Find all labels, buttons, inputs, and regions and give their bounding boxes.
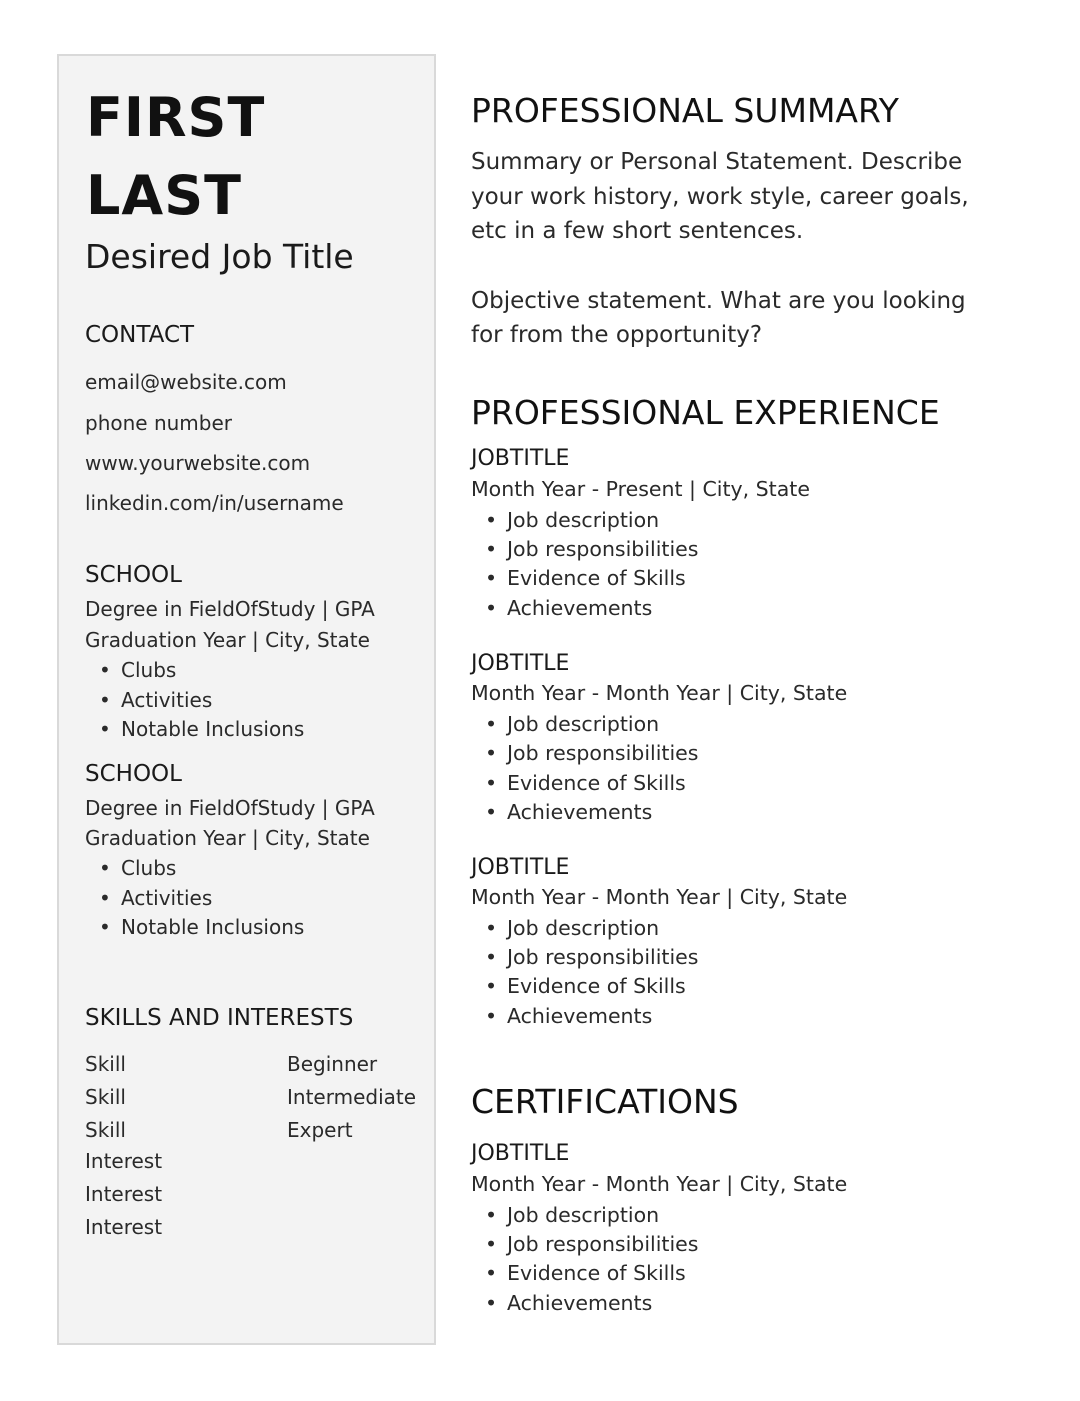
job-bullet: • Job description: [507, 510, 659, 531]
interest-item: Interest: [85, 1182, 163, 1206]
school-heading: SCHOOL: [85, 761, 182, 787]
job-bullet: • Achievements: [507, 598, 652, 619]
job-dates: Month Year - Month Year | City, State: [471, 885, 848, 909]
school-degree: Degree in FieldOfStudy | GPA: [85, 597, 375, 621]
skill-item: Skill: [85, 1118, 126, 1142]
school-degree: Degree in FieldOfStudy | GPA: [85, 796, 375, 820]
skills-heading: SKILLS AND INTERESTS: [85, 1005, 354, 1031]
contact-phone: phone number: [85, 411, 233, 435]
summary-line: Summary or Personal Statement. Describe: [471, 149, 963, 175]
last-name: LAST: [86, 164, 242, 227]
job-bullet: • Job description: [507, 918, 659, 939]
job-bullet: • Job description: [507, 714, 659, 735]
skill-level: Expert: [287, 1118, 353, 1142]
contact-email: email@website.com: [85, 370, 287, 394]
skill-item: Skill: [85, 1085, 126, 1109]
cert-title: JOBTITLE: [471, 1141, 570, 1166]
job-bullet: • Achievements: [507, 802, 652, 823]
skill-level: Beginner: [287, 1052, 378, 1076]
desired-job-title: Desired Job Title: [85, 237, 354, 276]
school-graduation: Graduation Year | City, State: [85, 628, 370, 652]
school-list-item: • Notable Inclusions: [121, 719, 304, 739]
school-list-item: • Activities: [121, 690, 212, 710]
skill-level: Intermediate: [287, 1085, 417, 1109]
contact-linkedin: linkedin.com/in/username: [85, 491, 344, 515]
job-bullet: • Evidence of Skills: [507, 568, 686, 589]
school-list-item: • Clubs: [121, 858, 176, 878]
cert-bullet: • Job description: [507, 1205, 659, 1226]
job-bullet: • Job responsibilities: [507, 947, 698, 968]
cert-bullet: • Evidence of Skills: [507, 1263, 686, 1284]
job-title: JOBTITLE: [471, 855, 570, 880]
job-title: JOBTITLE: [471, 651, 570, 676]
school-list-item: • Clubs: [121, 660, 176, 680]
objective-line: for from the opportunity?: [471, 322, 763, 348]
cert-bullet: • Job responsibilities: [507, 1234, 698, 1255]
contact-heading: CONTACT: [85, 322, 195, 348]
interest-item: Interest: [85, 1215, 163, 1239]
objective-line: Objective statement. What are you looking: [471, 288, 966, 314]
summary-heading: PROFESSIONAL SUMMARY: [471, 91, 899, 130]
summary-line: your work history, work style, career goals,: [471, 184, 969, 210]
job-bullet: • Evidence of Skills: [507, 773, 686, 794]
job-dates: Month Year - Month Year | City, State: [471, 681, 848, 705]
school-list-item: • Notable Inclusions: [121, 917, 304, 937]
certifications-heading: CERTIFICATIONS: [471, 1082, 739, 1121]
experience-heading: PROFESSIONAL EXPERIENCE: [471, 393, 940, 432]
job-bullet: • Job responsibilities: [507, 743, 698, 764]
interest-item: Interest: [85, 1149, 163, 1173]
skill-item: Skill: [85, 1052, 126, 1076]
school-list-item: • Activities: [121, 888, 212, 908]
school-heading: SCHOOL: [85, 562, 182, 588]
job-dates: Month Year - Present | City, State: [471, 477, 810, 501]
summary-line: etc in a few short sentences.: [471, 218, 804, 244]
job-bullet: • Job responsibilities: [507, 539, 698, 560]
job-bullet: • Evidence of Skills: [507, 976, 686, 997]
cert-dates: Month Year - Month Year | City, State: [471, 1172, 848, 1196]
contact-website: www.yourwebsite.com: [85, 451, 311, 475]
school-graduation: Graduation Year | City, State: [85, 826, 370, 850]
cert-bullet: • Achievements: [507, 1293, 652, 1314]
job-bullet: • Achievements: [507, 1006, 652, 1027]
first-name: FIRST: [86, 86, 266, 149]
job-title: JOBTITLE: [471, 446, 570, 471]
